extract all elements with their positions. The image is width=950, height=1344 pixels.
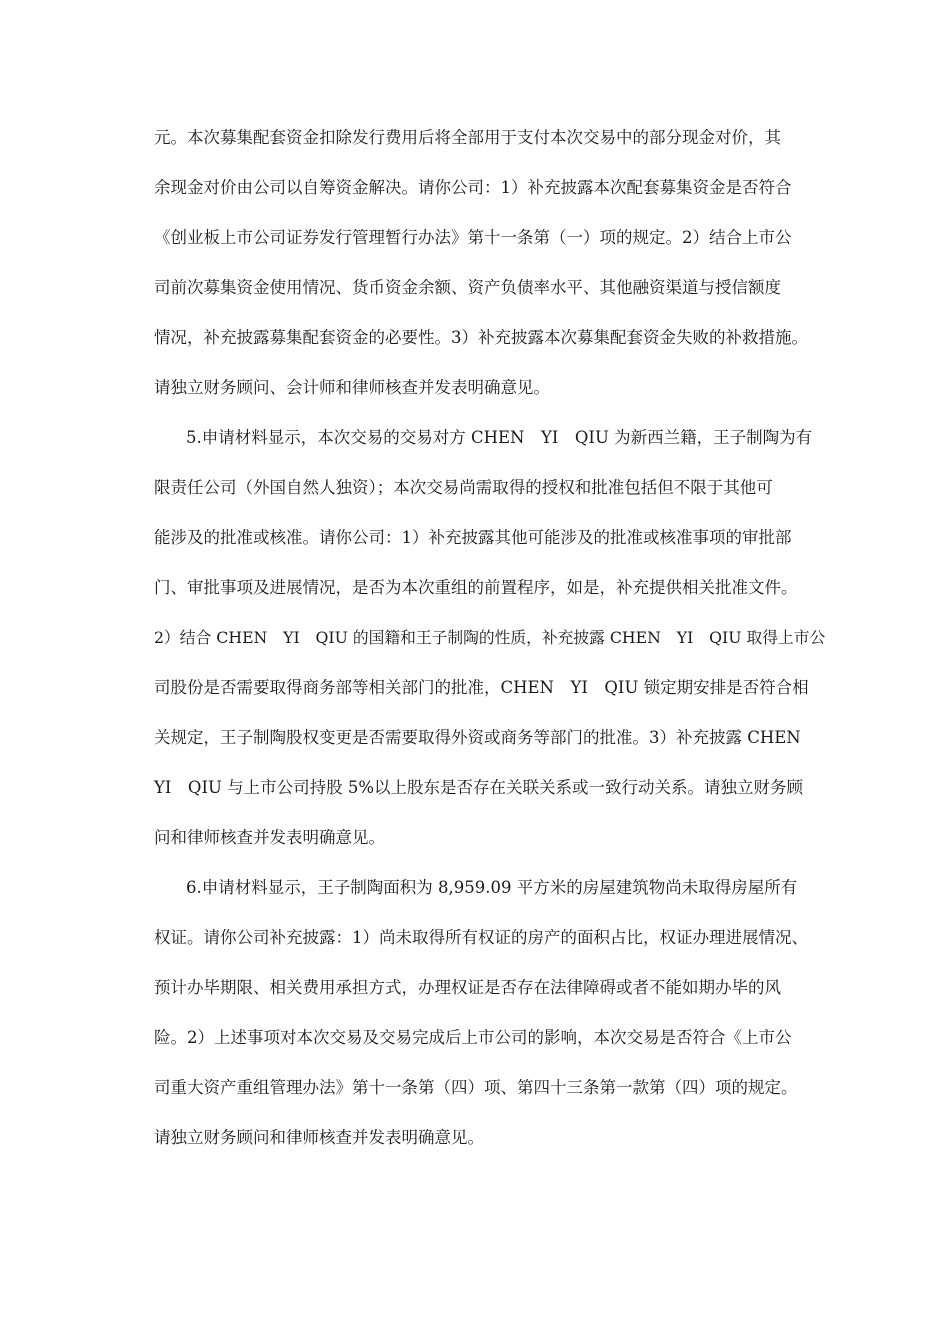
text-line: 请独立财务顾问和律师核查并发表明确意见。 bbox=[154, 1128, 484, 1147]
text-line: 余现金对价由公司以自筹资金解决。请你公司：1）补充披露本次配套募集资金是否符合 bbox=[154, 178, 792, 197]
text-line: 《创业板上市公司证券发行管理暂行办法》第十一条第（一）项的规定。2）结合上市公 bbox=[154, 228, 792, 247]
text-line: 问和律师核查并发表明确意见。 bbox=[154, 828, 385, 847]
text-line: YI QIU 与上市公司持股 5%以上股东是否存在关联关系或一致行动关系。请独立财务顾 bbox=[154, 778, 804, 797]
text-line: 预计办毕期限、相关费用承担方式，办理权证是否存在法律障碍或者不能如期办毕的风 bbox=[154, 978, 781, 997]
text-line: 情况，补充披露募集配套资金的必要性。3）补充披露本次募集配套资金失败的补救措施。 bbox=[154, 328, 808, 347]
text-line: 限责任公司（外国自然人独资）；本次交易尚需取得的授权和批准包括但不限于其他可 bbox=[154, 478, 773, 497]
text-line: 2）结合 CHEN YI QIU 的国籍和王子制陶的性质，补充披露 CHEN YI QIU 取得上市公 bbox=[154, 628, 826, 647]
text-line: 司股份是否需要取得商务部等相关部门的批准，CHEN YI QIU 锁定期安排是否符合相 bbox=[154, 678, 809, 697]
text-line: 权证。请你公司补充披露：1）尚未取得所有权证的房产的面积占比，权证办理进展情况、 bbox=[154, 928, 808, 947]
text-line: 能涉及的批准或核准。请你公司：1）补充披露其他可能涉及的批准或核准事项的审批部 bbox=[154, 528, 792, 547]
text-line: 险。2）上述事项对本次交易及交易完成后上市公司的影响，本次交易是否符合《上市公 bbox=[154, 1028, 792, 1047]
text-line: 司前次募集资金使用情况、货币资金余额、资产负债率水平、其他融资渠道与授信额度 bbox=[154, 278, 781, 297]
text-line: 门、审批事项及进展情况，是否为本次重组的前置程序，如是，补充提供相关批准文件。 bbox=[154, 578, 798, 597]
text-line: 关规定，王子制陶股权变更是否需要取得外资或商务等部门的批准。3）补充披露 CHEN bbox=[154, 728, 801, 747]
paragraph-5-first-line: 5.申请材料显示，本次交易的交易对方 CHEN YI QIU 为新西兰籍，王子制陶为有 bbox=[186, 428, 813, 447]
text-line: 请独立财务顾问、会计师和律师核查并发表明确意见。 bbox=[154, 378, 550, 397]
paragraph-6-first-line: 6.申请材料显示，王子制陶面积为 8,959.09 平方米的房屋建筑物尚未取得房屋所有 bbox=[186, 878, 798, 897]
text-line: 元。本次募集配套资金扣除发行费用后将全部用于支付本次交易中的部分现金对价，其 bbox=[154, 128, 781, 147]
text-line: 司重大资产重组管理办法》第十一条第（四）项、第四十三条第一款第（四）项的规定。 bbox=[154, 1078, 798, 1097]
